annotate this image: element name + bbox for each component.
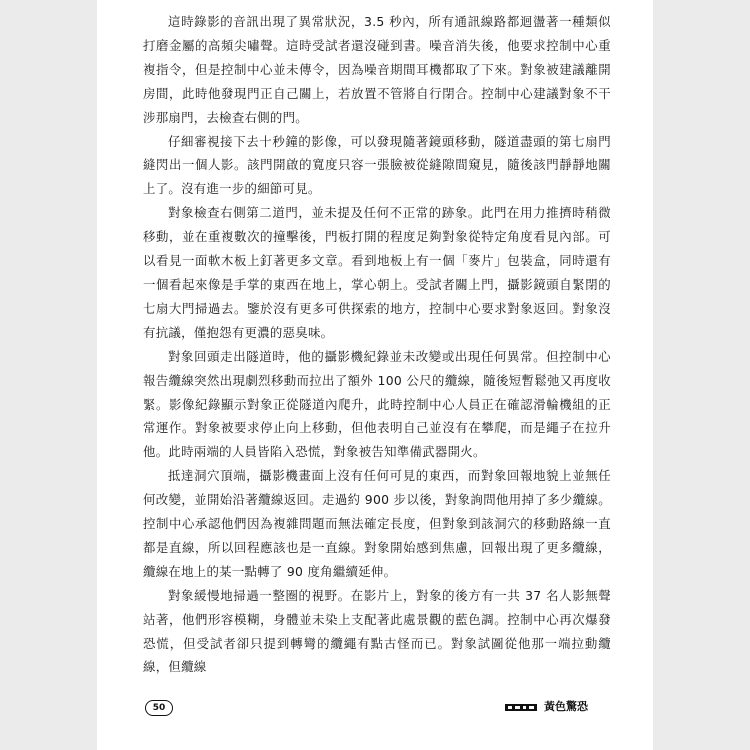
series-title: 黃色驚恐	[544, 700, 588, 713]
paragraph-6: 對象緩慢地掃過一整圈的視野。在影片上，對象的後方有一共 37 名人影無聲站著，他們形容模糊，身體並未染上支配著此處景觀的藍色調。控制中心再次爆發恐慌，但受試者卻只提到轉彎的纜繩有點古怪而已。對象試圖從他那一端拉動纜線，但纜線	[143, 587, 611, 675]
paragraph-2: 仔細審視接下去十秒鐘的影像，可以發現隨著鏡頭移動，隧道盡頭的第七扇門縫閃出一個人影。該門開啟的寬度只容一張臉被從縫隙間窺見，隨後該門靜靜地關上了。沒有進一步的細節可見。	[143, 133, 611, 197]
paragraph-3: 對象檢查右側第二道門，並未提及任何不正常的跡象。此門在用力推擠時稍微移動，並在重複數次的撞擊後，門板打開的程度足夠對象從特定角度看見內部。可以看見一面軟木板上釘著更多文章。看到地板上有一個「麥片」包裝盒，同時還有一個看起來像是手掌的東西在地上，掌心朝上。受試者關上門，攝影鏡頭自緊閉的七扇大門掃過去。鑒於沒有更多可供探索的地方，控制中心要求對象返回。對象沒有抗議，僅抱怨有更濃的惡臭味。	[143, 205, 611, 340]
paragraph-4: 對象回頭走出隧道時，他的攝影機紀錄並未改變或出現任何異常。但控制中心報告纜線突然出現劇烈移動而拉出了額外 100 公尺的纜線，隨後短暫鬆弛又再度收緊。影像紀錄顯示對象正從隧道內爬升，此時控制中心人員正在確認滑輪機組的正常運作。對象被要求停止向上移動，但他表明自己並沒有在攀爬，而是繩子在拉升他。此時兩端的人員皆陷入恐慌，對象被告知準備武器開火。	[143, 348, 611, 460]
body-text	[143, 10, 611, 679]
page-number: 50	[145, 700, 173, 716]
book-page	[97, 0, 653, 750]
paragraph-1: 這時錄影的音訊出現了異常狀況，3.5 秒內，所有通訊線路都迴盪著一種類似打磨金屬的高頻尖嘯聲。這時受試者還沒碰到書。噪音消失後，他要求控制中心重複指令，但是控制中心並未傳令，因為噪音期間耳機都取了下來。對象被建議離開房間，此時他發現門正自己關上，若放置不管將自行閉合。控制中心建議對象不干涉那扇門，去檢查右側的門。	[143, 14, 611, 125]
paragraph-5: 抵達洞穴頂端，攝影機畫面上沒有任何可見的東西，而對象回報地貌上並無任何改變，並開始沿著纜線返回。走過約 900 步以後，對象詢問他用掉了多少纜線。控制中心承認他們因為複雜問題而無法確定長度，但對象到該洞穴的移動路線一直都是直線，所以回程應該也是一直線。對象開始感到焦慮，回報出現了更多纜線，纜線在地上的某一點轉了 90 度角繼續延伸。	[143, 468, 611, 579]
publisher-logo-icon	[505, 703, 537, 712]
page-footer	[97, 694, 653, 724]
